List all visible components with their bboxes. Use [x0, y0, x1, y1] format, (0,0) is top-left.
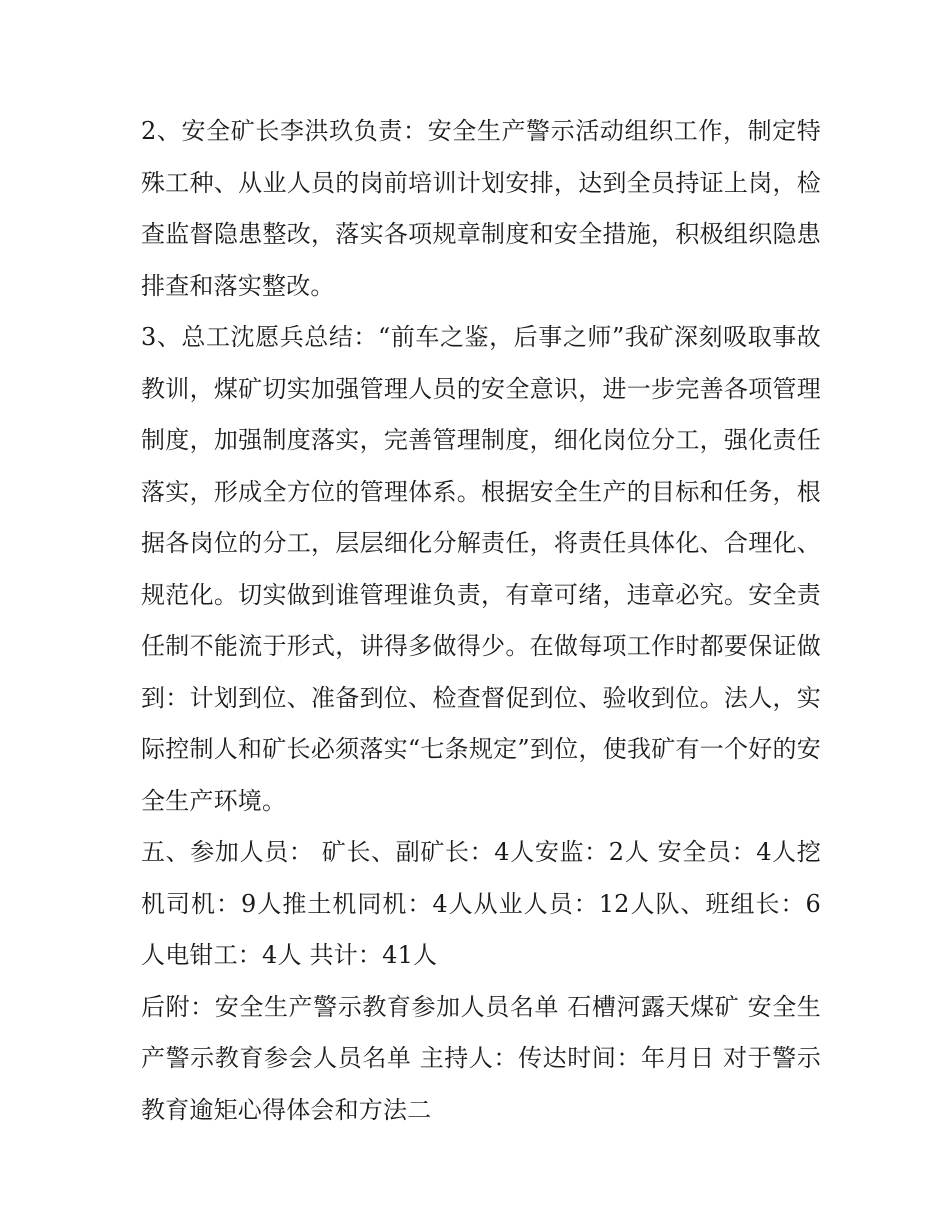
document-body: [141, 106, 821, 1136]
paragraph-safety-mine-chief: 2、安全矿长李洪玖负责：安全生产警示活动组织工作，制定特殊工种、从业人员的岗前培训计划安排，达到全员持证上岗，检查监督隐患整改，落实各项规章制度和安全措施，积极组织隐患排查和落实整改。: [141, 117, 821, 300]
paragraph-chief-engineer-summary: 3、总工沈愿兵总结：“前车之鉴，后事之师”我矿深刻吸取事故教训，煤矿切实加强管理人员的安全意识，进一步完善各项管理制度，加强制度落实，完善管理制度，细化岗位分工，强化责任落实，形成全方位的管理体系。根据安全生产的目标和任务，根据各岗位的分工，层层细化分解责任，将责任具体化、合理化、规范化。切实做到谁管理谁负责，有章可绪，违章必究。安全责任制不能流于形式，讲得多做得少。在做每项工作时都要保证做到：计划到位、准备到位、检查督促到位、验收到位。法人，实际控制人和矿长必须落实“七条规定”到位，使我矿有一个好的安全生产环境。: [141, 323, 821, 815]
paragraph-appendix: 后附：安全生产警示教育参加人员名单 石槽河露天煤矿 安全生产警示教育参会人员名单 主持人：传达时间：年月日 对于警示教育逾矩心得体会和方法二: [141, 992, 821, 1124]
paragraph-participants: 五、参加人员： 矿长、副矿长：4人安监：2人 安全员：4人挖机司机：9人推土机同机：4人从业人员：12人队、班组长：6人电钳工：4人 共计：41人: [141, 838, 821, 969]
